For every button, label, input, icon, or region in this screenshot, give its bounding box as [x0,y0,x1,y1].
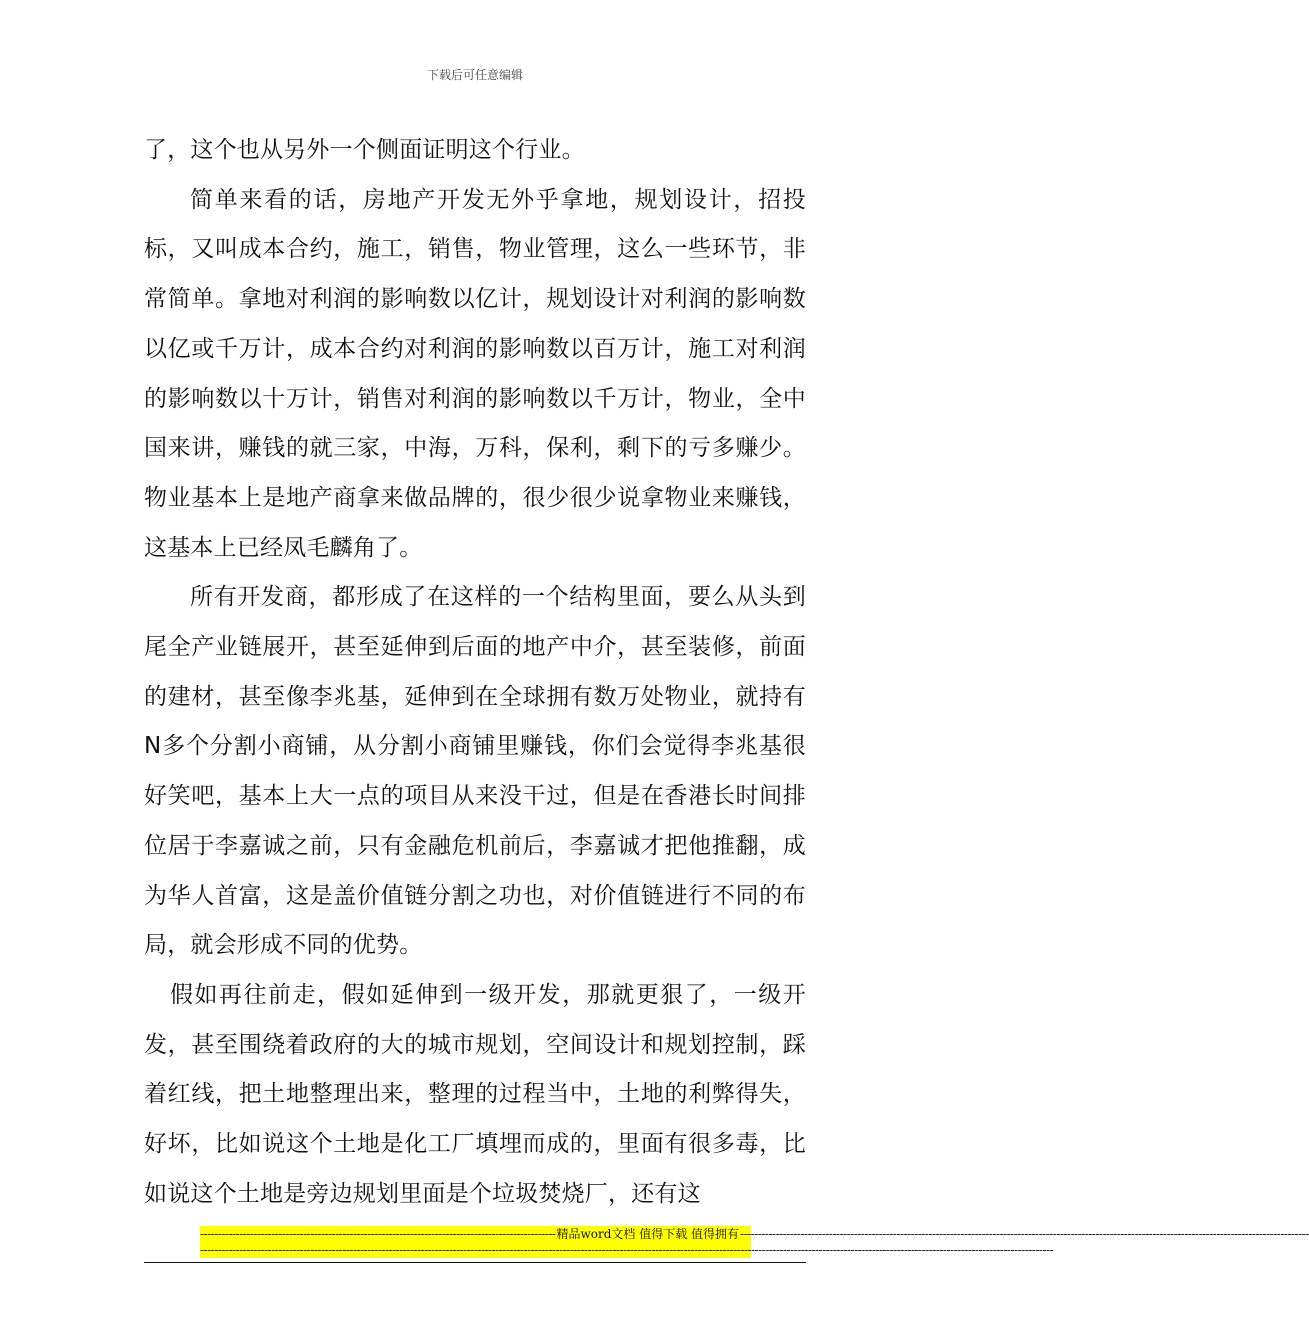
footer-rule [144,1262,806,1263]
dash-fill-left: ---------------------------------------------------------------------------------------------------- [200,1227,556,1241]
footer-banner-text: 精品word文档 值得下载 值得拥有 [556,1227,740,1241]
paragraph-value-chain: 所有开发商，都形成了在这样的一个结构里面，要么从头到尾全产业链展开，甚至延伸到后面的地产中介，甚至装修，前面的建材，甚至像李兆基，延伸到在全球拥有数万处物业，就持有N多个分割小商铺，从分割小商铺里赚钱，你们会觉得李兆基很好笑吧，基本上大一点的项目从来没干过，但是在香港长时间排位居于李嘉诚之前，只有金融危机前后，李嘉诚才把他推翻，成为华人首富，这是盖价值链分割之功也，对价值链进行不同的布局，就会形成不同的优势。 [144,584,806,959]
paragraph-primary-development: 假如再往前走，假如延伸到一级开发，那就更狠了，一级开发，甚至围绕着政府的大的城市规划，空间设计和规划控制，踩着红线，把土地整理出来，整理的过程当中，土地的利弊得失，好坏，比如说这个土地是化工厂填埋而成的，里面有很多毒，比如说这个土地是旁边规划里面是个垃圾焚烧厂，还有这 [144,981,806,1207]
page-header: 下载后可任意编辑 [426,68,523,82]
paragraph-development-stages: 简单来看的话，房地产开发无外乎拿地，规划设计，招投标，又叫成本合约，施工，销售，物业管理，这么一些环节，非常简单。拿地对利润的影响数以亿计，规划设计对利润的影响数以亿或千万计，成本合约对利润的影响数以百万计，施工对利润的影响数以十万计，销售对利润的影响数以千万计，物业，全中国来讲，赚钱的就三家，中海，万科，保利，剩下的亏多赚少。物业基本上是地产商拿来做品牌的，很少很少说拿物业来赚钱，这基本上已经凤毛麟角了。 [144,186,806,561]
footer-banner [200,1226,1309,1258]
paragraph-continuation: 了，这个也从另外一个侧面证明这个行业。 [144,137,585,163]
footer-banner-line-1 [200,1226,1309,1242]
footer-banner-line-2 [200,1242,1054,1258]
document-body [144,126,806,1219]
dash-fill-full: ------------------------------------------------------------------------------------------------------------------------------------------------------------------------------------------------------------------------------------------------ [200,1243,1054,1257]
dash-fill-right: ---------------------------------------------------------------------------------------------------------------------------------------------------------------- [740,1227,1309,1241]
